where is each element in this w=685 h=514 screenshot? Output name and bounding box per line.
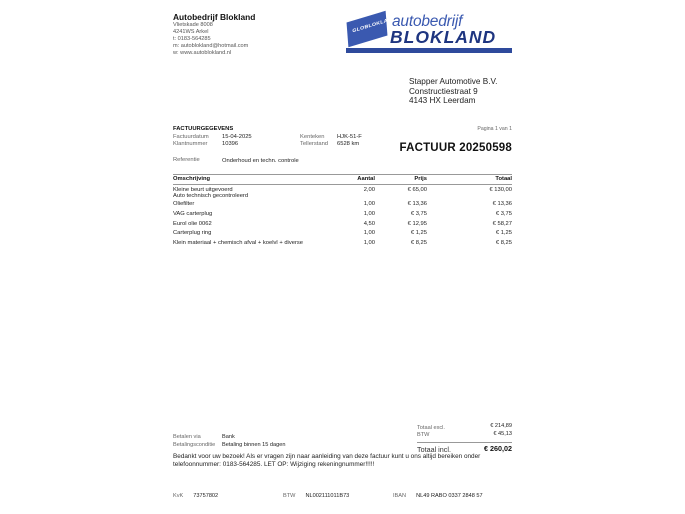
company-email: m: autoblokland@hotmail.com <box>173 43 249 49</box>
logo-underline <box>346 48 512 53</box>
page-indicator: Pagina 1 van 1 <box>477 126 512 132</box>
item-total: € 8,25 <box>495 240 512 247</box>
invoice-number: FACTUUR 20250598 <box>399 142 512 154</box>
payment-method-label: Betalen via <box>173 434 201 440</box>
item-quantity: 1,00 <box>363 240 375 247</box>
footer-vat <box>283 493 349 499</box>
license-plate-value: HJK-51-F <box>337 134 362 140</box>
item-total: € 13,36 <box>492 201 512 207</box>
item-price: € 1,25 <box>410 230 427 237</box>
item-total: € 58,27 <box>492 220 512 227</box>
item-price: € 8,25 <box>410 240 427 247</box>
invoice-details-title: FACTUURGEGEVENS <box>173 126 234 132</box>
grand-total-label: Totaal incl. <box>417 445 451 454</box>
license-plate-label: Kenteken <box>300 134 325 140</box>
line-items-table <box>173 174 512 250</box>
item-price: € 12,95 <box>407 220 427 227</box>
vat-label: BTW <box>417 432 430 438</box>
item-description: VAG carterplug <box>173 210 213 217</box>
item-description: Carterplug ring <box>173 230 212 237</box>
company-website: w: www.autoblokland.nl <box>173 50 232 56</box>
vat-value: € 45,13 <box>493 431 512 437</box>
odometer-label: Tellerstand <box>300 141 329 147</box>
reference-label: Referentie <box>173 157 200 163</box>
item-total: € 1,25 <box>495 230 512 237</box>
totals-block <box>417 423 512 453</box>
item-description: Kleine beurt uitgevoerd <box>173 187 233 193</box>
column-header-quantity: Aantal <box>357 176 375 182</box>
grand-total-row <box>417 442 512 453</box>
recipient-address <box>409 77 497 106</box>
recipient-street: Constructiestraat 9 <box>409 86 478 96</box>
subtotal-value: € 214,89 <box>490 423 512 429</box>
table-row <box>173 230 512 240</box>
table-row <box>173 221 512 231</box>
item-quantity: 1,00 <box>363 210 375 217</box>
logo-tag-text: GLOBLOKLAND <box>352 15 397 35</box>
recipient-name: Stapper Automotive B.V. <box>409 77 498 86</box>
column-header-description: Omschrijving <box>173 176 211 182</box>
table-row <box>173 211 512 221</box>
company-logo <box>346 14 512 54</box>
column-header-price: Prijs <box>414 176 427 182</box>
payment-method-value: Bank <box>222 434 235 440</box>
table-row <box>173 187 512 201</box>
footer-kvk <box>173 493 218 499</box>
vat-row <box>417 431 512 439</box>
company-street: Vlietskade 8008 <box>173 22 213 28</box>
column-header-total: Totaal <box>495 176 512 182</box>
odometer-value: 6528 km <box>337 141 360 147</box>
logo-word-blokland: BLOKLAND <box>390 27 497 47</box>
item-quantity: 2,00 <box>363 187 375 193</box>
iban-value: NL49 RABO 0337 2848 57 <box>416 493 483 499</box>
logo-word-autobedrijf: autobedrijf <box>392 13 463 30</box>
subtotal-row <box>417 423 512 431</box>
payment-terms-label: Betalingsconditie <box>173 442 216 448</box>
item-description: Eurol olie 0062 <box>173 220 212 227</box>
item-quantity: 4,50 <box>363 220 375 227</box>
customer-number-label: Klantnummer <box>173 141 208 147</box>
item-price: € 3,75 <box>410 210 427 217</box>
item-price: € 65,00 <box>407 187 427 193</box>
item-total: € 3,75 <box>495 210 512 217</box>
item-quantity: 1,00 <box>363 230 375 237</box>
item-price: € 13,36 <box>407 201 427 207</box>
subtotal-label: Totaal excl. <box>417 425 445 431</box>
item-total: € 130,00 <box>489 187 512 193</box>
item-description: Oliefilter <box>173 201 195 207</box>
item-subdescription: Auto technisch gecontroleerd <box>173 193 249 199</box>
footer-iban <box>393 493 483 499</box>
item-description: Klein materiaal + chemisch afval + koelvl + diverse <box>173 240 304 247</box>
kvk-value: 73757802 <box>193 493 219 499</box>
invoice-date-label: Factuurdatum <box>173 134 209 140</box>
logo-tag-icon <box>347 11 397 47</box>
vat-number-label: BTW <box>283 493 296 499</box>
vat-number-value: NL002111011B73 <box>305 493 350 499</box>
recipient-city: 4143 HX Leerdam <box>409 96 476 106</box>
table-row <box>173 240 512 250</box>
table-row <box>173 201 512 211</box>
company-address <box>173 22 248 57</box>
grand-total-value: € 260,02 <box>484 444 512 453</box>
reference-value: Onderhoud en techn. controle <box>222 158 299 164</box>
invoice-date-value: 15-04-2025 <box>222 134 252 140</box>
company-city: 4241WS Arkel <box>173 29 209 35</box>
item-quantity: 1,00 <box>363 201 375 207</box>
company-phone: t: 0183-564285 <box>173 36 211 42</box>
iban-label: IBAN <box>393 493 407 499</box>
kvk-label: KvK <box>173 493 184 499</box>
payment-terms-value: Betaling binnen 15 dagen <box>222 442 286 448</box>
closing-note: Bedankt voor uw bezoek! Als er vragen zijn naar aanleiding van deze factuur kunt u ons altijd bereiken onder telefoonnummer: 0183-564285. LET OP: Wijziging rekeningnummer!!!!! <box>173 453 481 468</box>
company-name: Autobedrijf Blokland <box>173 12 256 22</box>
customer-number-value: 10396 <box>222 141 239 147</box>
table-header <box>173 174 512 185</box>
